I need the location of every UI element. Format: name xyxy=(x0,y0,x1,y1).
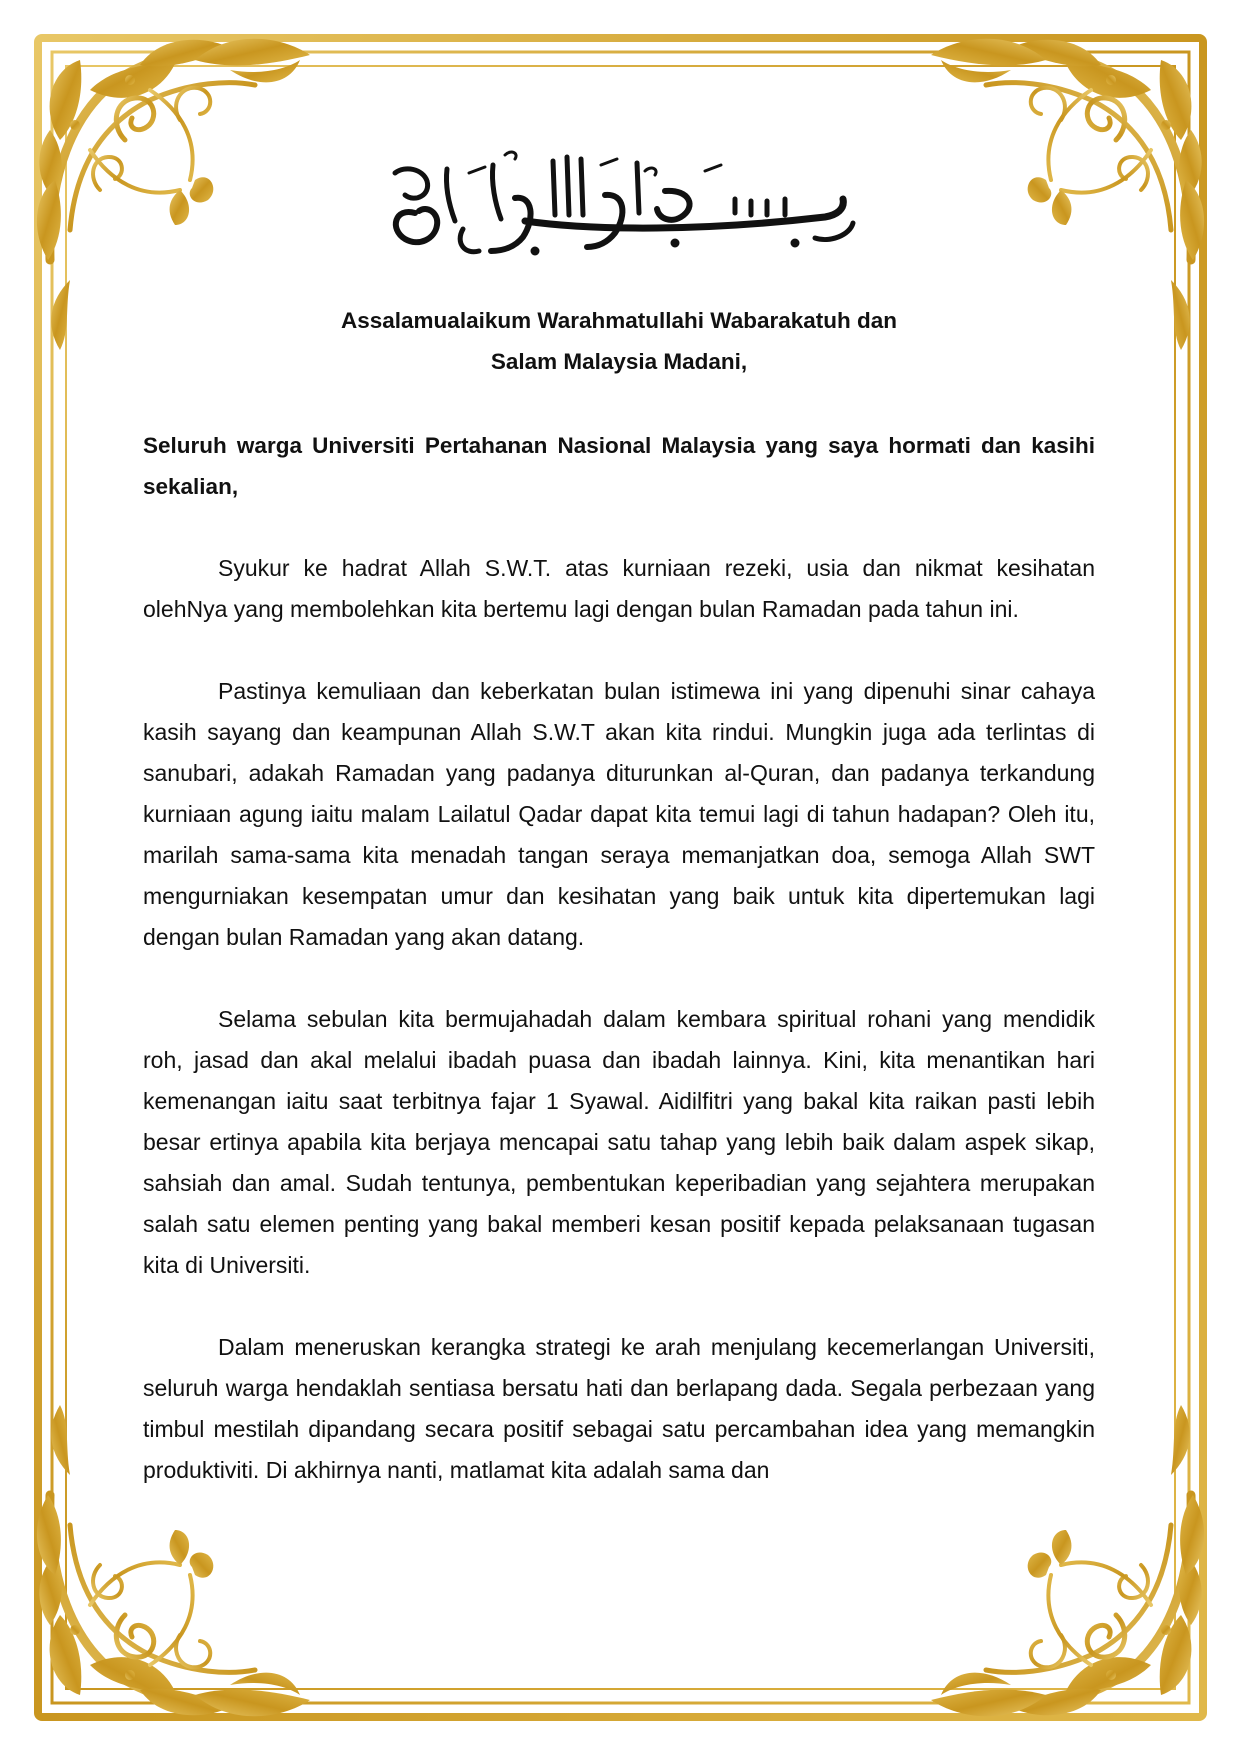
salutation-address: Seluruh warga Universiti Pertahanan Nasional Malaysia yang saya hormati dan kasihi sekalian, xyxy=(143,433,1095,499)
bismillah-calligraphy-icon xyxy=(375,143,875,268)
greeting xyxy=(143,300,1095,382)
greeting-line-1: Assalamualaikum Warahmatullahi Wabarakatuh dan xyxy=(341,308,897,333)
paragraph-4: Dalam meneruskan kerangka strategi ke arah menjulang kecemerlangan Universiti, seluruh warga hendaklah sentiasa bersatu hati dan berlapang dada. Segala perbezaan yang timbul mestilah dipandang secara positif sebagai satu percambahan idea yang memangkin produktiviti. Di akhirnya nanti, matlamat kita adalah sama dan xyxy=(143,1334,1095,1483)
paragraph-2: Pastinya kemuliaan dan keberkatan bulan istimewa ini yang dipenuhi sinar cahaya kasih sayang dan keampunan Allah S.W.T akan kita rindui. Mungkin juga ada terlintas di sanubari, adakah Ramadan yang padanya diturunkan al-Quran, dan padanya terkandung kurniaan agung iaitu malam Lailatul Qadar dapat kita temui lagi di tahun hadapan? Oleh itu, marilah sama-sama kita menadah tangan seraya memanjatkan doa, semoga Allah SWT mengurniakan kesempatan umur dan kesihatan yang baik untuk kita dipertemukan lagi dengan bulan Ramadan yang akan datang. xyxy=(143,678,1095,950)
paragraph-1: Syukur ke hadrat Allah S.W.T. atas kurniaan rezeki, usia dan nikmat kesihatan olehNya yang membolehkan kita bertemu lagi dengan bulan Ramadan pada tahun ini. xyxy=(143,555,1095,622)
paragraph-3: Selama sebulan kita bermujahadah dalam kembara spiritual rohani yang mendidik roh, jasad dan akal melalui ibadah puasa dan ibadah lainnya. Kini, kita menantikan hari kemenangan iaitu saat terbitnya fajar 1 Syawal. Aidilfitri yang bakal kita raikan pasti lebih besar ertinya apabila kita berjaya mencapai satu tahap yang lebih baik dalam aspek sikap, sahsiah dan amal. Sudah tentunya, pembentukan keperibadian yang sejahtera merupakan salah satu elemen penting yang bakal memberi kesan positif kepada pelaksanaan tugasan kita di Universiti. xyxy=(143,1006,1095,1278)
greeting-line-2: Salam Malaysia Madani, xyxy=(490,349,748,374)
letter-body xyxy=(143,300,1095,1491)
